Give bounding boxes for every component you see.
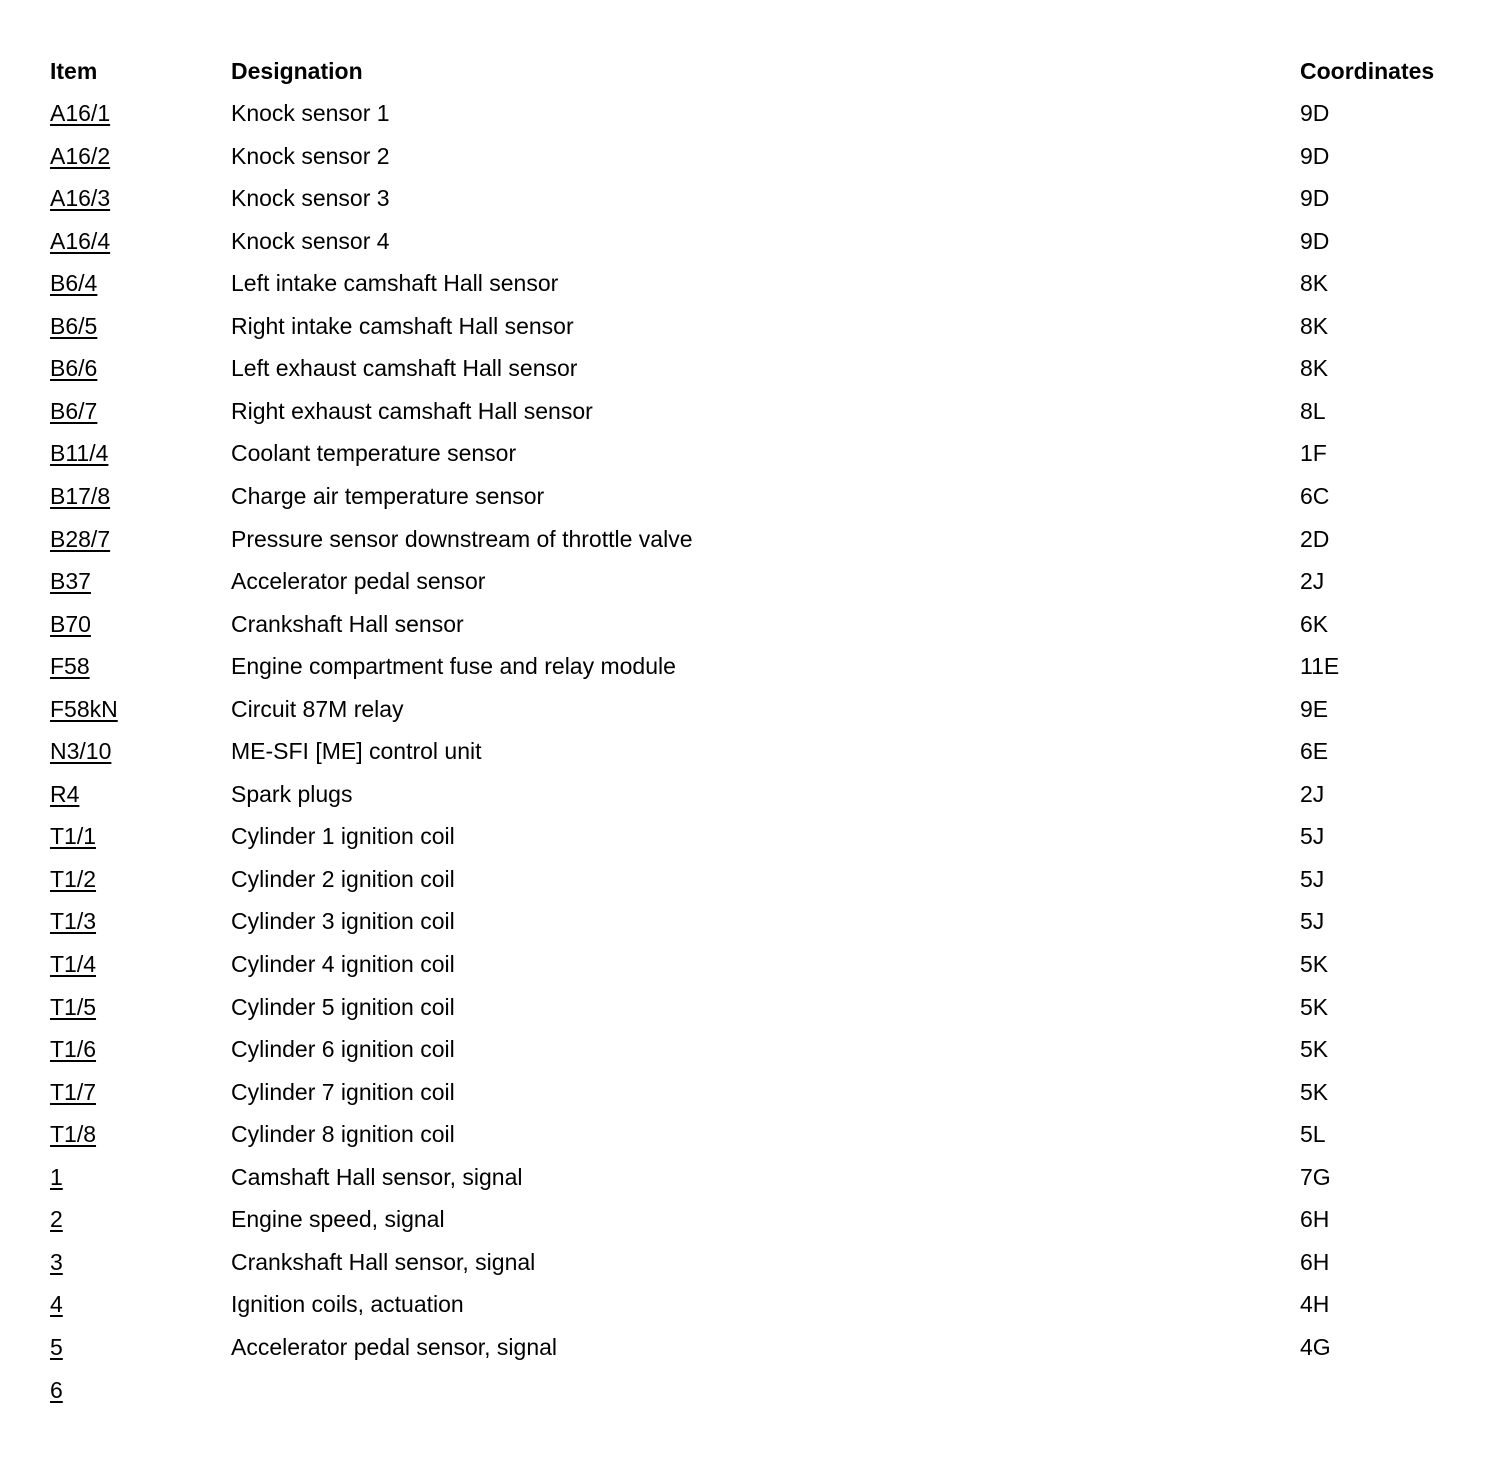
table-row [0,603,1504,645]
designation-cell: Cylinder 6 ignition coil [231,1036,455,1063]
table-row [0,1198,1504,1240]
coordinates-cell: 2J [1300,568,1325,595]
table-row [0,220,1504,262]
table-row [0,986,1504,1028]
coordinates-cell: 8K [1300,270,1329,297]
table-row [0,688,1504,730]
coordinates-cell: 8K [1300,355,1329,382]
coordinates-cell: 8L [1300,397,1326,424]
designation-cell: Accelerator pedal sensor, signal [231,1333,558,1360]
coordinates-cell: 6E [1300,738,1329,765]
item-link[interactable]: A16/1 [50,100,111,126]
item-link[interactable]: A16/4 [50,227,111,254]
coordinates-cell: 5J [1300,865,1325,892]
item-link[interactable]: 2 [50,1206,63,1233]
item-link[interactable]: N3/10 [50,738,112,765]
table-row [0,1241,1504,1283]
coordinates-cell: 1F [1300,440,1327,467]
table-header-row [0,50,1504,92]
coordinates-cell: 6C [1300,482,1330,509]
item-link[interactable]: 4 [50,1291,63,1318]
item-link[interactable]: B6/6 [50,355,98,382]
item-link[interactable]: B6/4 [50,270,98,297]
designation-cell: Spark plugs [231,780,353,807]
designation-cell: Knock sensor 1 [231,100,390,126]
designation-cell: ME-SFI [ME] control unit [231,738,482,765]
header-coordinates: Coordinates [1300,58,1435,84]
item-link[interactable]: T1/2 [50,865,97,892]
table-row [0,773,1504,815]
coordinates-cell: 2J [1300,780,1325,807]
item-link[interactable]: T1/3 [50,908,97,935]
coordinates-cell: 7G [1300,1163,1331,1190]
table-row [0,1283,1504,1325]
coordinates-cell: 9D [1300,100,1330,126]
designation-cell: Left exhaust camshaft Hall sensor [231,355,578,382]
coordinates-cell: 5J [1300,908,1325,935]
table-row [0,1028,1504,1070]
table-row [0,475,1504,517]
designation-cell: Knock sensor 4 [231,227,390,254]
table-row [0,1156,1504,1198]
item-link[interactable]: R4 [50,780,80,807]
table-row [0,1071,1504,1113]
table-row [0,730,1504,772]
item-link[interactable]: 5 [50,1333,63,1360]
table-row [0,390,1504,432]
item-link[interactable]: T1/6 [50,1036,97,1063]
table-row [0,815,1504,857]
designation-cell: Left intake camshaft Hall sensor [231,270,559,297]
designation-cell: Cylinder 8 ignition coil [231,1121,455,1148]
designation-cell: Knock sensor 2 [231,142,390,169]
designation-cell: Cylinder 2 ignition coil [231,865,455,892]
table-row [0,262,1504,304]
coordinates-cell: 5L [1300,1121,1326,1148]
designation-cell: Knock sensor 3 [231,185,390,212]
designation-cell: Cylinder 5 ignition coil [231,993,455,1020]
designation-cell: Engine speed, signal [231,1206,445,1233]
coordinates-cell: 4H [1300,1291,1330,1318]
table-row [0,92,1504,134]
designation-cell: Cylinder 3 ignition coil [231,908,455,935]
item-link[interactable]: B17/8 [50,482,111,509]
designation-cell: Accelerator pedal sensor [231,568,486,595]
designation-cell: Engine compartment fuse and relay module [231,653,676,680]
item-link[interactable]: B6/7 [50,397,98,424]
item-link[interactable]: T1/7 [50,1078,97,1105]
table-row [0,177,1504,219]
item-link[interactable]: B11/4 [50,440,109,467]
coordinates-cell: 9D [1300,142,1330,169]
designation-cell: Right exhaust camshaft Hall sensor [231,397,593,424]
item-link[interactable]: 1 [50,1163,63,1190]
designation-cell: Crankshaft Hall sensor, signal [231,1248,536,1275]
designation-cell: Right intake camshaft Hall sensor [231,312,574,339]
coordinates-cell: 4G [1300,1333,1331,1360]
table-row [0,943,1504,985]
item-link[interactable]: T1/8 [50,1121,97,1148]
table-row [0,900,1504,942]
coordinates-cell: 2D [1300,525,1330,552]
coordinates-cell: 6H [1300,1206,1330,1233]
table-row [0,560,1504,602]
item-link[interactable]: B28/7 [50,525,111,552]
coordinates-cell: 8K [1300,312,1329,339]
coordinates-cell: 5J [1300,823,1325,850]
designation-cell: Coolant temperature sensor [231,440,517,467]
table-row [0,518,1504,560]
coordinates-cell: 6H [1300,1248,1330,1275]
designation-cell: Cylinder 4 ignition coil [231,951,455,977]
designation-cell: Camshaft Hall sensor, signal [231,1163,523,1190]
table-row [0,858,1504,900]
item-link[interactable]: T1/4 [50,951,97,977]
item-link[interactable]: 3 [50,1248,63,1275]
coordinates-cell: 9D [1300,185,1330,212]
designation-cell: Charge air temperature sensor [231,482,545,509]
item-link[interactable]: F58kN [50,695,118,722]
coordinates-cell: 6K [1300,610,1329,637]
item-link[interactable]: 6 [50,1376,63,1403]
item-link[interactable]: B6/5 [50,312,98,339]
table-row [0,347,1504,389]
header-designation: Designation [231,58,363,84]
item-link[interactable]: A16/2 [50,142,111,169]
table-row [0,135,1504,177]
item-link[interactable]: T1/5 [50,993,97,1020]
table-row [0,305,1504,347]
coordinates-cell: 5K [1300,1078,1329,1105]
table-row [0,645,1504,687]
designation-cell: Circuit 87M relay [231,695,404,722]
table-row [0,1113,1504,1155]
item-link[interactable]: B37 [50,568,91,595]
item-link[interactable]: A16/3 [50,185,111,212]
coordinates-cell: 9E [1300,695,1329,722]
table-row [0,1326,1504,1368]
designation-cell: Crankshaft Hall sensor [231,610,464,637]
item-link[interactable]: B70 [50,610,91,637]
designation-cell: Cylinder 1 ignition coil [231,823,455,850]
coordinates-cell: 11E [1300,653,1340,680]
header-item: Item [50,58,98,84]
coordinates-cell: 9D [1300,227,1330,254]
designation-cell: Pressure sensor downstream of throttle valve [231,525,693,552]
coordinates-cell: 5K [1300,1036,1329,1063]
table-row [0,1369,1504,1411]
designation-cell: Cylinder 7 ignition coil [231,1078,455,1105]
item-link[interactable]: F58 [50,653,90,680]
table-row [0,432,1504,474]
coordinates-cell: 5K [1300,993,1329,1020]
coordinates-cell: 5K [1300,951,1329,977]
designation-cell: Ignition coils, actuation [231,1291,464,1318]
item-link[interactable]: T1/1 [50,823,97,850]
